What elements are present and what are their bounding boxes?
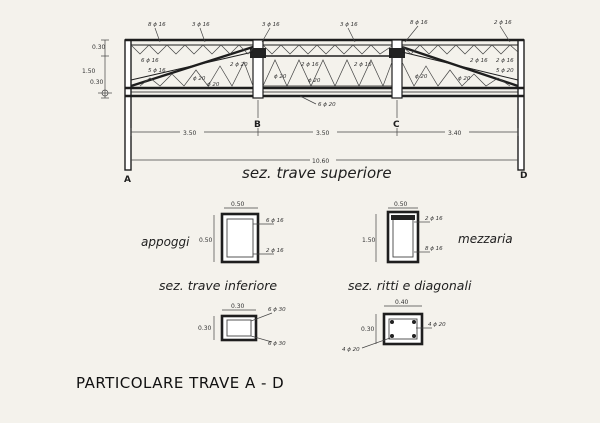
bar-label: 5 ϕ 20	[496, 68, 514, 74]
node-d-label: D	[520, 171, 528, 181]
midspan-label: mezzaria	[458, 232, 513, 246]
rebar-dot	[412, 334, 416, 338]
top-label: 8 ϕ 16	[148, 22, 166, 28]
supports-top-bar: 6 ϕ 16	[266, 218, 284, 224]
supports-label: appoggi	[141, 235, 190, 249]
bar-label: ϕ 20	[308, 78, 321, 84]
rebar-dot	[390, 320, 394, 324]
height-dim-top: 0.30	[92, 44, 106, 51]
bar-label: 2 ϕ 20	[230, 62, 248, 68]
span-cd: 3.40	[448, 130, 462, 137]
midspan-width: 0.50	[394, 201, 408, 208]
post-d	[518, 40, 524, 170]
top-label: 8 ϕ 16	[410, 20, 428, 26]
supports-bottom-bar: 2 ϕ 16	[266, 248, 284, 254]
section-midspan	[348, 201, 513, 293]
supports-width: 0.50	[231, 201, 245, 208]
rebar-dot	[390, 334, 394, 338]
section-lower-left	[198, 303, 286, 347]
bar-label: ϕ 20	[458, 76, 471, 82]
lower-right-height: 0.30	[361, 326, 375, 333]
top-label: 2 ϕ 16	[494, 20, 512, 26]
supports-caption: sez. trave inferiore	[159, 278, 278, 293]
top-label: 3 ϕ 16	[340, 22, 358, 28]
drawing-title: PARTICOLARE TRAVE A - D	[76, 374, 285, 392]
bar-label: 2 ϕ 16	[354, 62, 372, 68]
top-label: 3 ϕ 16	[192, 22, 210, 28]
bar-label: 2 ϕ 16	[496, 58, 514, 64]
bar-label: ϕ 20	[415, 74, 428, 80]
midspan-height: 1.50	[362, 237, 376, 244]
node-c-label: C	[393, 120, 400, 130]
midspan-top-bars	[391, 215, 415, 220]
lower-left-bottom-bar: 6 ϕ 30	[268, 341, 286, 347]
height-dim-total: 1.50	[82, 68, 96, 75]
lower-left-width: 0.30	[231, 303, 245, 310]
lower-left-top-bar: 6 ϕ 30	[268, 307, 286, 313]
top-label: 3 ϕ 16	[262, 22, 280, 28]
node-a-label: A	[124, 175, 131, 185]
bar-label: 2 ϕ 16	[470, 58, 488, 64]
lower-right-left-bar: 4 ϕ 20	[342, 347, 360, 353]
section-supports	[141, 201, 284, 293]
lower-right-right-bar: 4 ϕ 20	[428, 322, 446, 328]
post-a	[125, 40, 131, 170]
span-ab: 3.50	[183, 130, 197, 137]
truss-elevation	[82, 20, 527, 185]
bar-label: ϕ 20	[274, 74, 287, 80]
stirrup-label: 6 ϕ 20	[318, 102, 336, 108]
node-b-label: B	[254, 120, 261, 130]
bar-label: 2 ϕ 16	[301, 62, 319, 68]
span-bc: 3.50	[316, 130, 330, 137]
supports-height: 0.50	[199, 237, 213, 244]
top-lattice	[131, 45, 518, 54]
height-dim-bottom: 0.30	[90, 79, 104, 86]
lower-right-width: 0.40	[395, 299, 409, 306]
lower-left-height: 0.30	[198, 325, 212, 332]
total-span: 10.60	[312, 158, 330, 165]
section-lower-right	[342, 299, 446, 353]
lower-right-section-outline	[384, 314, 422, 344]
bar-label: ϕ 20	[193, 76, 206, 82]
posts-caption: sez. ritti e diagonali	[348, 278, 472, 293]
midspan-top-bar: 2 ϕ 16	[425, 216, 443, 222]
midspan-bottom-bar: 8 ϕ 16	[425, 246, 443, 252]
rebar-dot	[412, 320, 416, 324]
truss-caption: sez. trave superiore	[242, 164, 392, 182]
bar-label: 5 ϕ 16	[148, 68, 166, 74]
bar-label: ϕ 20	[207, 82, 220, 88]
bar-label: 6 ϕ 16	[141, 58, 159, 64]
